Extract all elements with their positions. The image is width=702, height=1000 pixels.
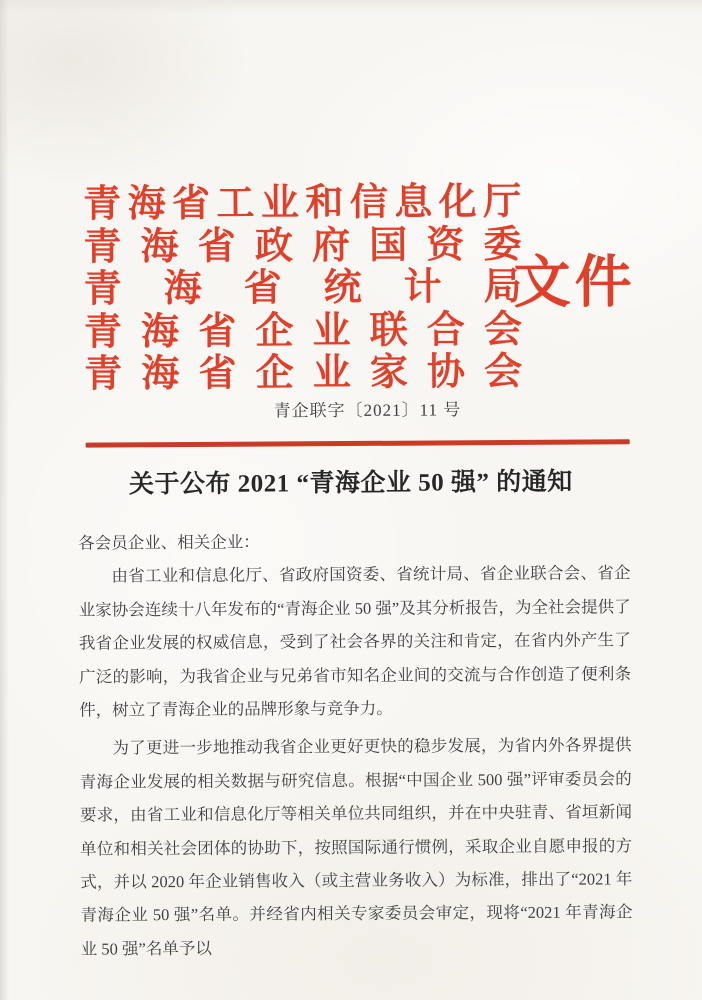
letterhead <box>83 181 522 397</box>
document-body <box>78 523 633 966</box>
document-title: 关于公布 2021 “青海企业 50 强” 的通知 <box>128 468 573 499</box>
body-paragraph: 由省工业和信息化厅、省政府国资委、省统计局、省企业联合会、省企业家协会连续十八年发布的“青海企业 50 强”及其分析报告，为全社会提供了我省企业发展的权威信息，受到了社会各界的关注和肯定，在省内外产生了广泛的影响，为我省企业与兄弟省市知名企业间的交流与合作创造了便利条件，树立了青海企业的品牌形象与竞争力。 <box>78 563 632 720</box>
document-type-label: 文件 <box>513 251 636 316</box>
issuer-line-2: 青 海 省 政 府 国 资 委 <box>83 223 522 269</box>
issuer-line-1: 青 海 省 工 业 和 信 息 化 厅 <box>83 180 522 226</box>
reference-number: 青企联字〔2021〕11 号 <box>273 400 462 421</box>
red-divider-line <box>86 439 630 447</box>
salutation: 各会员企业、相关企业： <box>78 532 260 553</box>
issuer-line-3: 青 海 省 统 计 局 <box>83 266 522 311</box>
issuer-line-4: 青 海 省 企 业 联 合 会 <box>83 308 523 354</box>
issuer-line-5: 青 海 省 企 业 家 协 会 <box>84 351 523 397</box>
body-paragraph: 为了更进一步地推动我省企业更好更快的稳步发展，为省内外各界提供青海企业发展的相关数据与研究信息。根据“中国企业 500 强”评审委员会的要求，由省工业和信息化厅等相关单位共同组织，并在中央驻青、省垣新闻单位和相关社会团体的协助下，按照国际通行惯例，采取企业自愿申报的方式，并以 2020 年企业销售收入（或主营业务收入）为标准，排出了“2021 年青海企业 50 强”名单。并经省内相关专家委员会审定，现将“2021 年青海企业 50 强”名单予以 <box>79 735 633 959</box>
